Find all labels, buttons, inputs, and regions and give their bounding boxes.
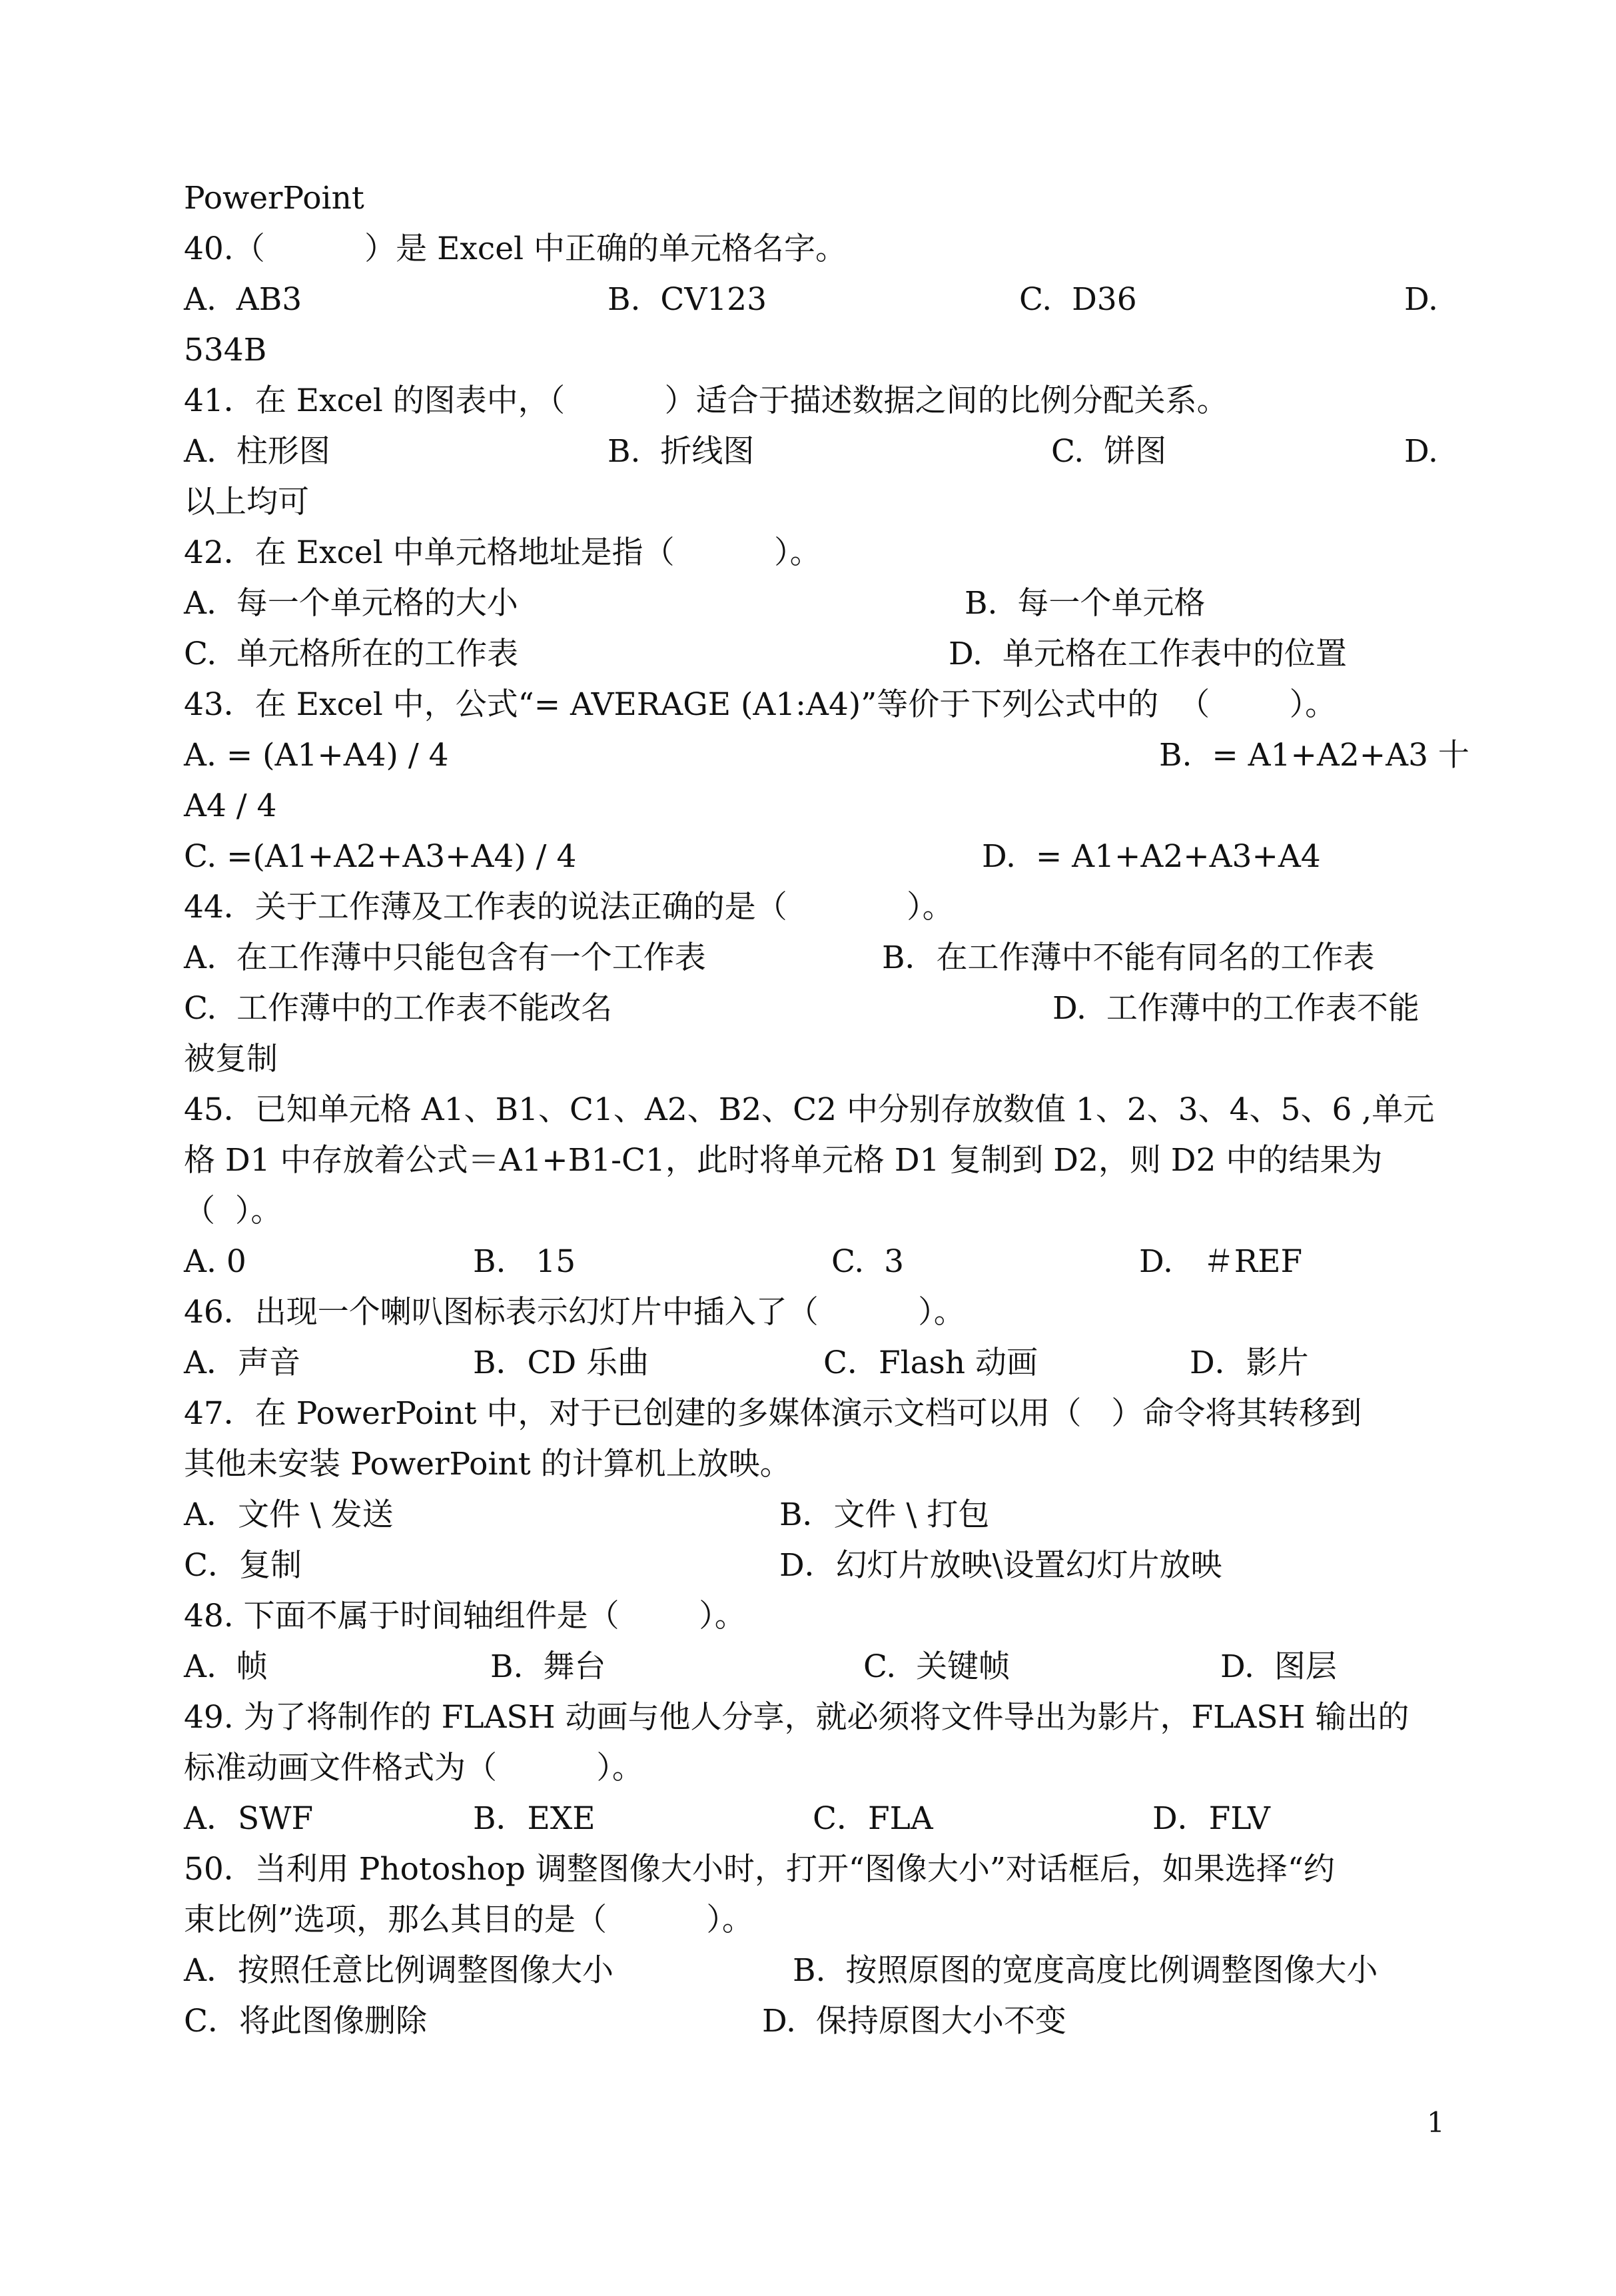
q49-option-a: A．SWF: [184, 1800, 314, 1837]
q46-option-d: D．影片: [1190, 1345, 1309, 1381]
q40-option-b: B. CV123: [607, 281, 767, 318]
question-49-stem-line2: 标准动画文件格式为（ ）。: [184, 1750, 643, 1786]
question-40-stem: 40.（ ）是 Excel 中正确的单元格名字。: [184, 231, 847, 267]
question-49-stem-line1: 49. 为了将制作的 FLASH 动画与他人分享，就必须将文件导出为影片，FLASH 输出的: [184, 1699, 1410, 1736]
q43-option-d: D. = A1+A2+A3+A4: [982, 838, 1321, 875]
q48-option-c: C. 关键帧: [863, 1648, 1010, 1685]
q46-option-c: C．Flash 动画: [823, 1345, 1038, 1381]
q47-option-c: C．复制: [184, 1547, 302, 1584]
q40-option-d-text: 534B: [184, 332, 267, 368]
q41-option-c: C. 饼图: [1051, 433, 1167, 470]
q49-option-c: C．FLA: [813, 1800, 933, 1837]
q47-option-b: B．文件 \ 打包: [779, 1496, 990, 1533]
q50-option-d: D. 保持原图大小不变: [762, 2003, 1066, 2039]
question-45-stem-line2: 格 D1 中存放着公式＝A1+B1-C1，此时将单元格 D1 复制到 D2，则 D2 中的结果为: [184, 1142, 1383, 1179]
q46-option-b: B．CD 乐曲: [473, 1345, 649, 1381]
q44-option-d-cont: 被复制: [184, 1041, 278, 1077]
q42-option-d: D. 单元格在工作表中的位置: [949, 636, 1347, 672]
question-50-stem-line1: 50．当利用 Photoshop 调整图像大小时，打开“图像大小”对话框后，如果选择“约: [184, 1851, 1335, 1888]
question-42-stem: 42．在 Excel 中单元格地址是指（ ）。: [184, 534, 821, 571]
q44-option-a: A. 在工作薄中只能包含有一个工作表: [184, 939, 706, 976]
question-44-stem: 44．关于工作薄及工作表的说法正确的是（ ）。: [184, 889, 954, 925]
q40-option-c: C. D36: [1019, 281, 1137, 318]
question-48-stem: 48. 下面不属于时间轴组件是（ ）。: [184, 1598, 746, 1634]
question-47-stem-line2: 其他未安装 PowerPoint 的计算机上放映。: [184, 1446, 791, 1482]
question-47-stem-line1: 47．在 PowerPoint 中，对于已创建的多媒体演示文档可以用（ ）命令将其转移到: [184, 1395, 1362, 1432]
q48-option-b: B. 舞台: [490, 1648, 606, 1685]
q41-option-b: B. 折线图: [607, 433, 755, 470]
question-43-stem: 43．在 Excel 中，公式“= AVERAGE (A1:A4)”等价于下列公式中的 （ ）。: [184, 686, 1337, 723]
q50-option-b: B. 按照原图的宽度高度比例调整图像大小: [793, 1952, 1378, 1989]
q46-option-a: A．声音: [184, 1345, 300, 1381]
q40-option-a: A. AB3: [184, 281, 302, 318]
q45-option-d: D. ＃REF: [1139, 1243, 1303, 1280]
q42-option-c: C. 单元格所在的工作表: [184, 636, 519, 672]
q47-option-d: D．幻灯片放映\设置幻灯片放映: [779, 1547, 1222, 1584]
q49-option-d: D．FLV: [1152, 1800, 1270, 1837]
question-45-stem-line3: （ ）。: [184, 1193, 282, 1229]
q43-option-c: C. =(A1+A2+A3+A4) / 4: [184, 838, 577, 875]
q47-option-a: A．文件 \ 发送: [184, 1496, 394, 1533]
page-number: 1: [1427, 2106, 1445, 2139]
q43-option-b: B. = A1+A2+A3 十: [1159, 737, 1469, 774]
question-41-stem: 41．在 Excel 的图表中，（ ）适合于描述数据之间的比例分配关系。: [184, 382, 1228, 419]
q43-option-b-cont: A4 / 4: [184, 788, 277, 824]
q41-option-d-text: 以上均可: [184, 484, 309, 520]
q44-option-b: B．在工作薄中不能有同名的工作表: [882, 939, 1375, 976]
q42-option-a: A. 每一个单元格的大小: [184, 585, 518, 622]
question-50-stem-line2: 束比例”选项，那么其目的是（ ）。: [184, 1902, 753, 1938]
q41-option-d: D.: [1404, 433, 1438, 470]
q45-option-c: C. 3: [831, 1243, 905, 1280]
q45-option-b: B. 15: [473, 1243, 576, 1280]
q41-option-a: A. 柱形图: [184, 433, 330, 470]
q44-option-c: C. 工作薄中的工作表不能改名: [184, 990, 613, 1027]
question-45-stem-line1: 45．已知单元格 A1、B1、C1、A2、B2、C2 中分别存放数值 1、2、3、4、5、6 ,单元: [184, 1091, 1435, 1128]
q44-option-d: D. 工作薄中的工作表不能: [1052, 990, 1419, 1027]
q48-option-a: A. 帧: [184, 1648, 268, 1685]
q43-option-a: A. = (A1+A4) / 4: [184, 737, 449, 774]
q49-option-b: B．EXE: [473, 1800, 596, 1837]
q42-option-b: B. 每一个单元格: [965, 585, 1206, 622]
continuation-text: PowerPoint: [184, 180, 364, 217]
q40-option-d: D.: [1404, 281, 1438, 318]
q48-option-d: D. 图层: [1220, 1648, 1337, 1685]
question-46-stem: 46．出现一个喇叭图标表示幻灯片中插入了（ ）。: [184, 1294, 965, 1331]
q45-option-a: A. 0: [184, 1243, 246, 1280]
q50-option-c: C．将此图像删除: [184, 2003, 427, 2039]
q50-option-a: A．按照任意比例调整图像大小: [184, 1952, 613, 1989]
